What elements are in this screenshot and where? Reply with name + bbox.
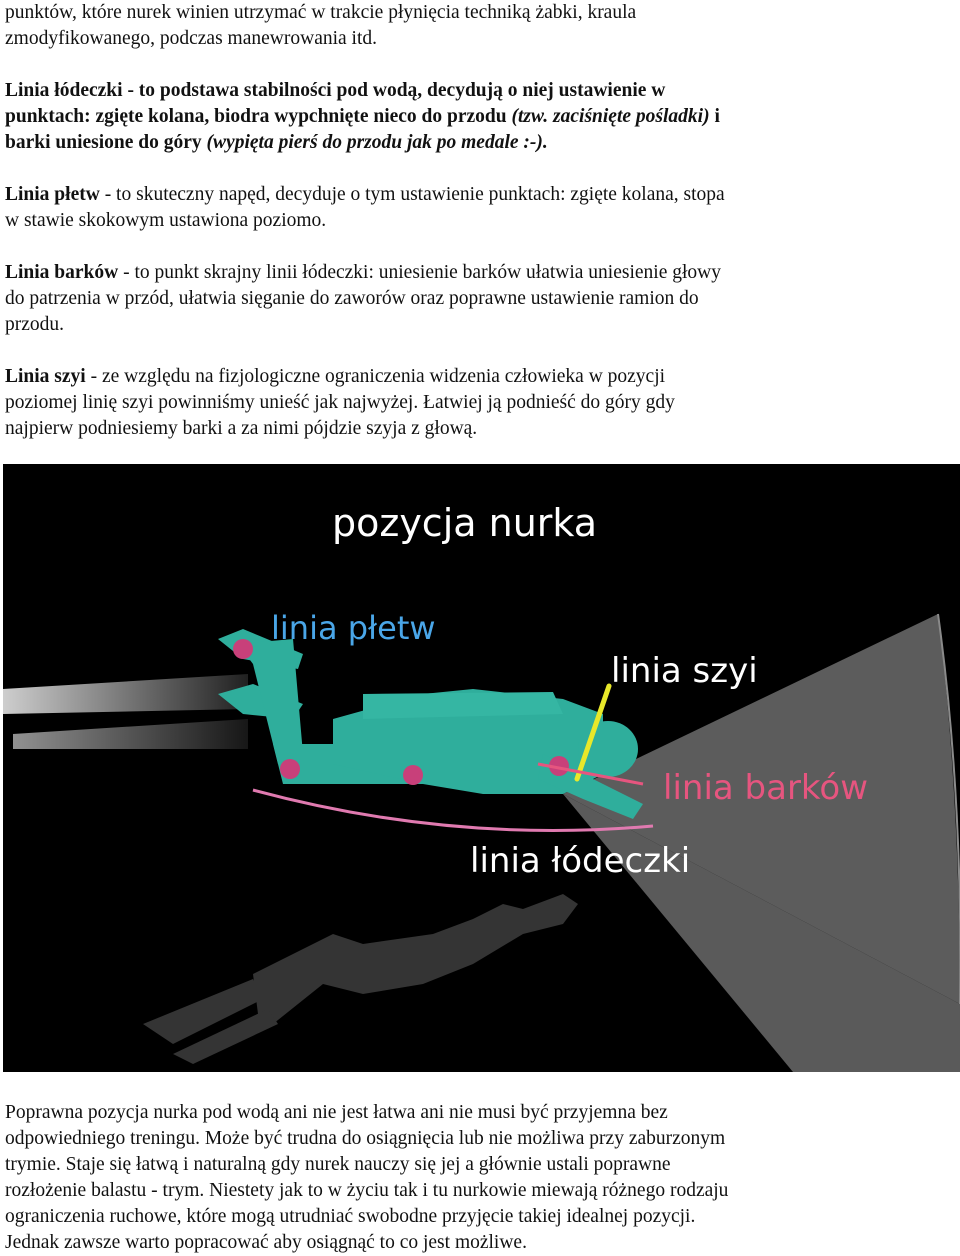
label-barkow: linia barków: [663, 768, 869, 808]
text: punktach: zgięte kolana, biodra wypchnięte nieco do przodu: [5, 106, 512, 127]
paragraph-barkow-line: do patrzenia w przód, ułatwia sięganie do zaworów oraz poprawne ustawienie ramion do: [5, 288, 699, 309]
closing-line: odpowiedniego treningu. Może być trudna do osiągnięcia lub nie możliwa przy zaburzonym: [5, 1128, 726, 1149]
intro-line: zmodyfikowanego, podczas manewrowania itd.: [5, 28, 378, 49]
shadow-diver: [143, 894, 578, 1064]
fin-propulsion-beams: [3, 674, 248, 749]
text: - ze względu na fizjologiczne ograniczenia widzenia człowieka w pozycji: [85, 366, 666, 387]
figure-title: pozycja nurka: [332, 501, 598, 545]
text: barki uniesione do góry: [5, 132, 207, 153]
term-barkow: Linia barków: [5, 262, 119, 283]
paragraph-szyi-line: najpierw podniesiemy barki a za nimi pójdzie szyja z głową.: [5, 418, 478, 439]
closing-line: ograniczenia ruchowe, które mogą utrudniać swobodne przyjęcie takiej idealnej pozycji.: [5, 1206, 696, 1227]
paragraph-barkow-line: [5, 260, 721, 286]
diver-diagram: [3, 464, 960, 1072]
italic-text: (wypięta pierś do przodu jak po medale :-).: [206, 132, 548, 153]
closing-line: rozłożenie balastu - trym. Niestety jak to w życiu tak i tu nurkowie miewają różnego rodzaju: [5, 1180, 729, 1201]
closing-line: Jednak zawsze warto popracować aby osiągnąć to co jest możliwe.: [5, 1232, 527, 1253]
term-lodeczki: Linia łódeczki: [5, 80, 123, 101]
intro-line: punktów, które nurek winien utrzymać w trakcie płynięcia techniką żabki, kraula: [5, 2, 637, 23]
diver-position-figure: [3, 464, 960, 1072]
term-szyi: Linia szyi: [5, 366, 86, 387]
text: - to punkt skrajny linii łódeczki: uniesienie barków ułatwia uniesienie głowy: [118, 262, 721, 283]
label-lodeczki: linia łódeczki: [470, 841, 691, 881]
paragraph-szyi-line: poziomej linię szyi powinniśmy unieść jak najwyżej. Łatwiej ją podnieść do góry gdy: [5, 392, 675, 413]
paragraph-pletw-line: [5, 182, 725, 208]
paragraph-lodeczki-line: [5, 130, 548, 156]
closing-line: Poprawna pozycja nurka pod wodą ani nie jest łatwa ani nie musi być przyjemna bez: [5, 1102, 668, 1123]
label-pletw: linia płetw: [271, 609, 436, 647]
italic-text: (tzw. zaciśnięte pośladki): [511, 106, 710, 127]
text: i: [709, 106, 720, 127]
diver-body: [218, 629, 643, 819]
paragraph-pletw-line: w stawie skokowym ustawiona poziomo.: [5, 210, 327, 231]
paragraph-szyi-line: [5, 364, 665, 390]
paragraph-lodeczki-line: [5, 104, 720, 130]
term-pletw: Linia płetw: [5, 184, 100, 205]
text: - to podstawa stabilności pod wodą, decydują o niej ustawienie w: [122, 80, 666, 101]
paragraph-lodeczki-line: [5, 78, 665, 104]
closing-line: trymie. Staje się łatwą i naturalną gdy nurek nauczy się jej a głównie ustali poprawne: [5, 1154, 671, 1175]
text: - to skuteczny napęd, decyduje o tym ustawienie punktach: zgięte kolana, stopa: [99, 184, 725, 205]
label-szyi: linia szyi: [611, 651, 758, 691]
paragraph-barkow-line: przodu.: [5, 314, 65, 335]
